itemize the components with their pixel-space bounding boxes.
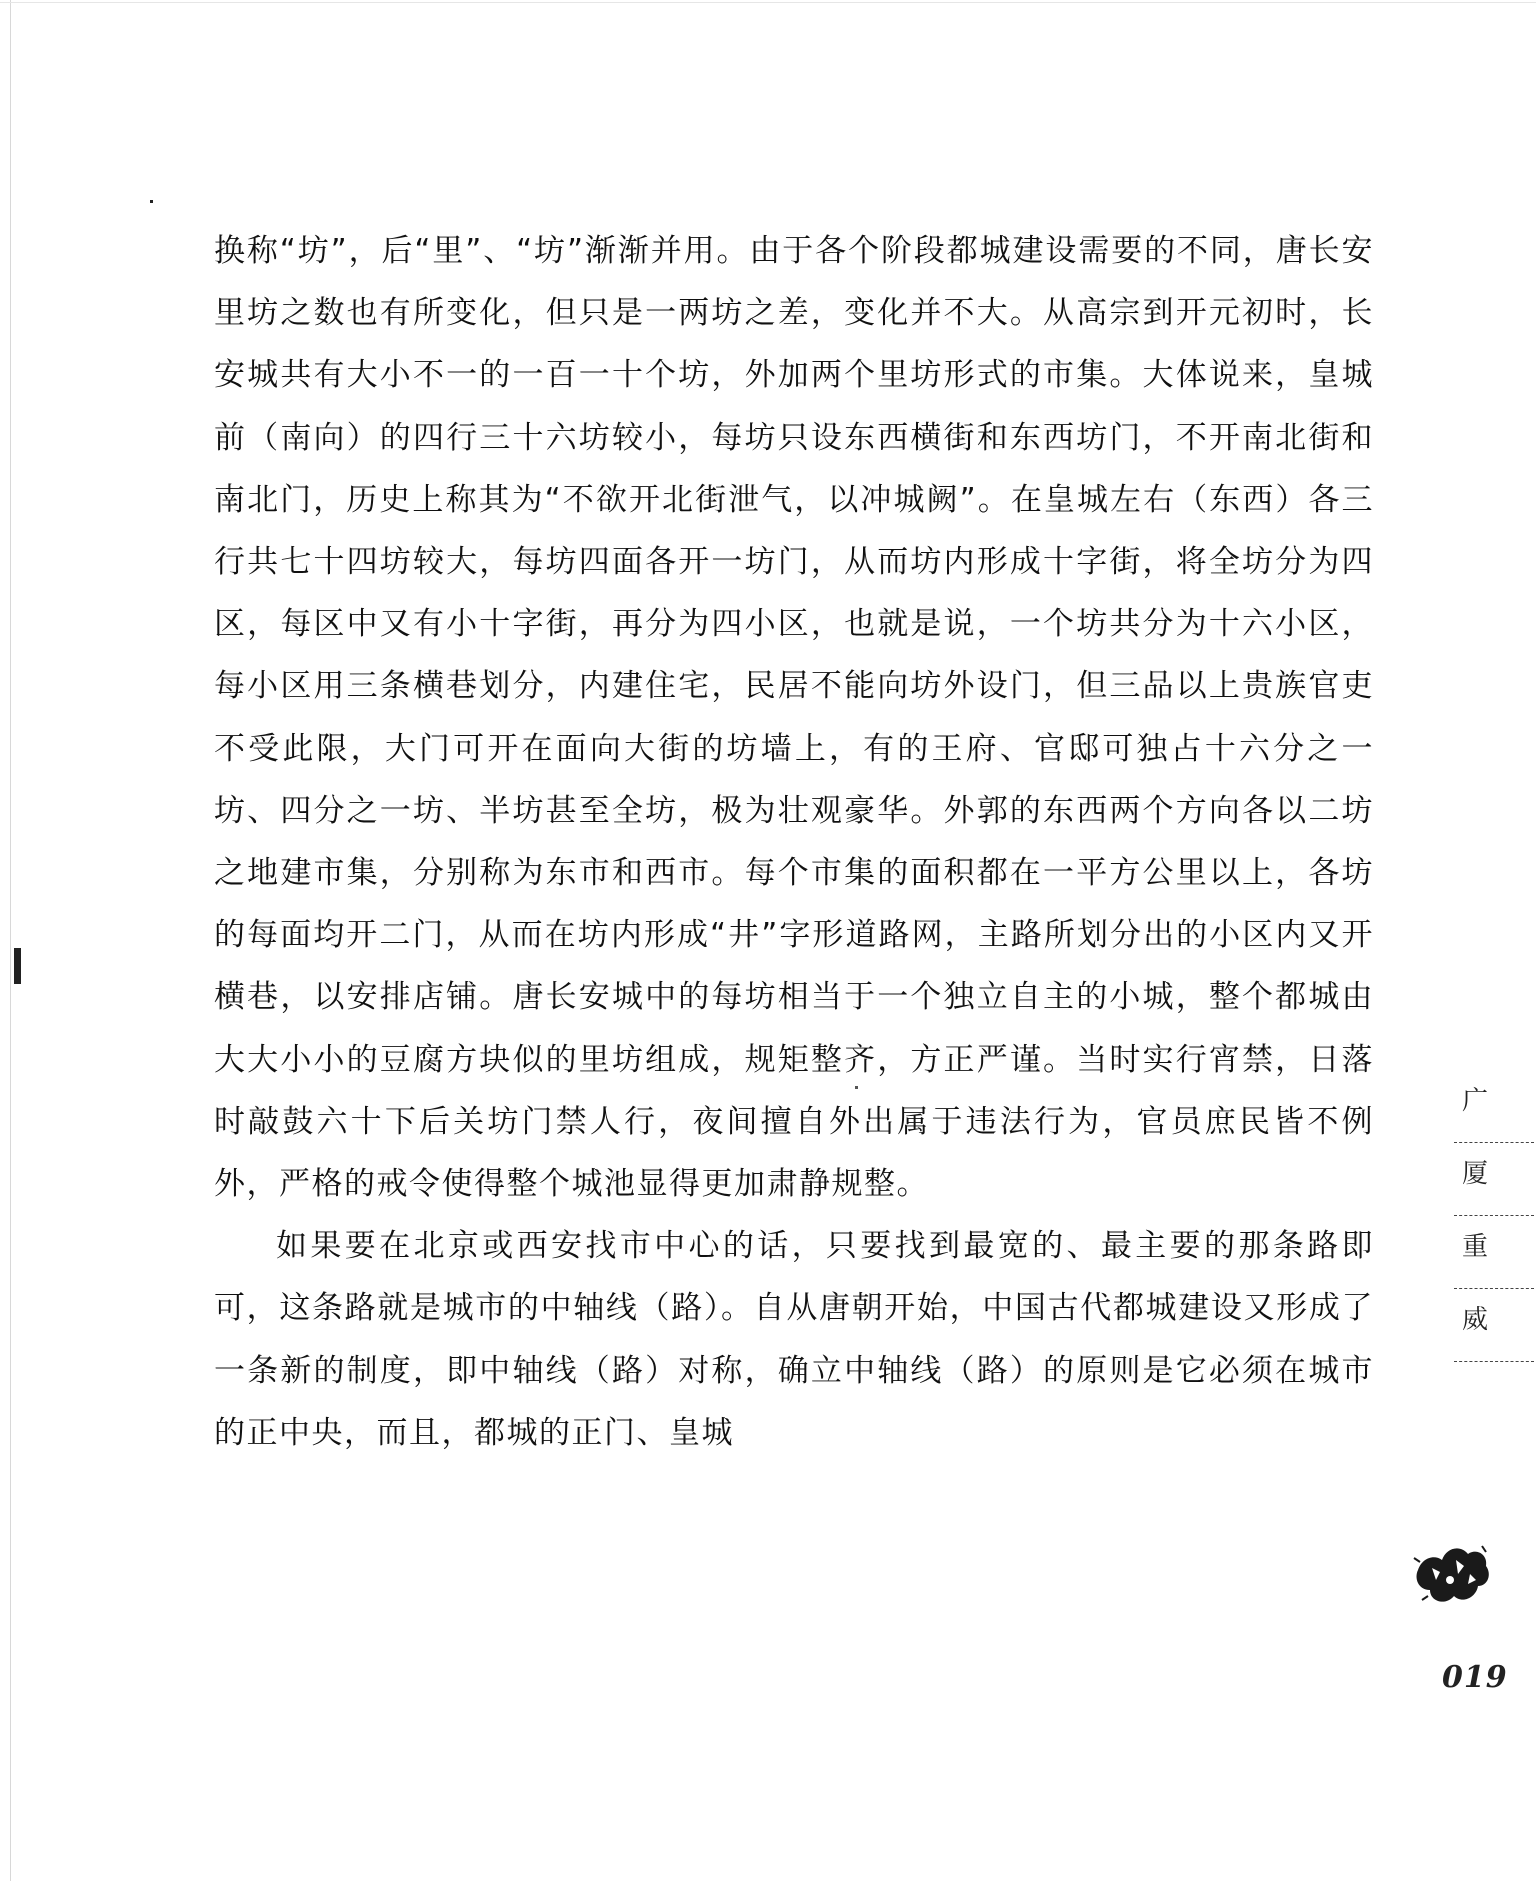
scan-edge-left <box>10 0 11 1881</box>
running-title-char: 厦 <box>1454 1143 1534 1216</box>
running-title-char: 广 <box>1454 1070 1534 1143</box>
paragraph-2: 如果要在北京或西安找市中心的话，只要找到最宽的、最主要的那条路即可，这条路就是城市的中轴线（路）。自从唐朝开始，中国古代都城建设又形成了一条新的制度，即中轴线（路）对称，确立中轴线（路）的原则是它必须在城市的正中央，而且，都城的正门、皇城 <box>214 1228 1374 1451</box>
running-title-char: 重 <box>1454 1216 1534 1289</box>
running-title <box>1454 1070 1534 1362</box>
body-text <box>214 220 1374 1464</box>
scan-speck <box>14 948 21 984</box>
scan-edge-top <box>0 2 1536 3</box>
page-number: 019 <box>1442 1660 1508 1695</box>
paragraph-1: 换称“坊”，后“里”、“坊”渐渐并用。由于各个阶段都城建设需要的不同，唐长安里坊之数也有所变化，但只是一两坊之差，变化并不大。从高宗到开元初时，长安城共有大小不一的一百一十个坊，外加两个里坊形式的市集。大体说来，皇城前（南向）的四行三十六坊较小，每坊只设东西横街和东西坊门，不开南北街和南北门，历史上称其为“不欲开北街泄气，以冲城阙”。在皇城左右（东西）各三行共七十四坊较大，每坊四面各开一坊门，从而坊内形成十字街，将全坊分为四区，每区中又有小十字街，再分为四小区，也就是说，一个坊共分为十六小区，每小区用三条横巷划分，内建住宅，民居不能向坊外设门，但三品以上贵族官吏不受此限，大门可开在面向大街的坊墙上，有的王府、官邸可独占十六分之一坊、四分之一坊、半坊甚至全坊，极为壮观豪华。外郭的东西两个方向各以二坊之地建市集，分别称为东市和西市。每个市集的面积都在一平方公里以上，各坊的每面均开二门，从而在坊内形成“井”字形道路网，主路所划分出的小区内又开横巷，以安排店铺。唐长安城中的每坊相当于一个独立自主的小城，整个都城由大大小小的豆腐方块似的里坊组成，规矩整齐，方正严谨。当时实行宵禁，日落时敲鼓六十下后关坊门禁人行，夜间擅自外出属于违法行为，官员庶民皆不例外，严格的戒令使得整个城池显得更加肃静规整。 <box>214 233 1374 1203</box>
scan-speck <box>150 200 153 203</box>
running-title-char: 威 <box>1454 1289 1534 1362</box>
decorative-seal-icon <box>1412 1540 1494 1610</box>
